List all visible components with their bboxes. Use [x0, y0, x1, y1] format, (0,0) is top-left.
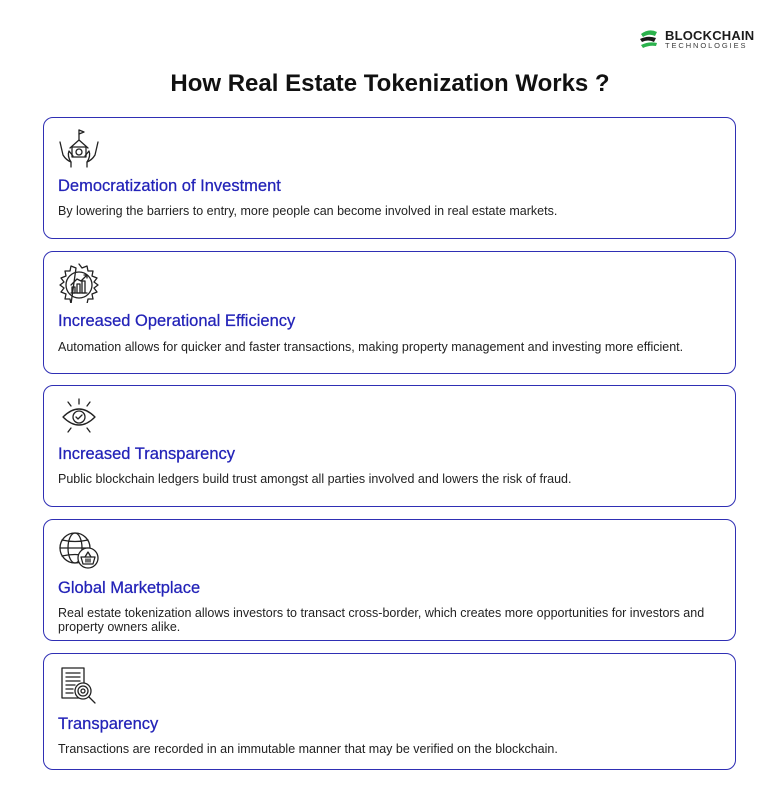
brand-name: BLOCKCHAIN	[665, 28, 755, 43]
info-card-democratization	[43, 117, 736, 239]
card-text: Automation allows for quicker and faster transactions, making property management and investing more efficient.	[58, 340, 684, 354]
eye-check-icon	[57, 396, 101, 436]
card-heading: Transparency	[58, 715, 159, 733]
card-heading: Global Marketplace	[58, 579, 201, 597]
hands-holding-house-icon	[57, 128, 101, 168]
info-card-increased-transparency	[43, 385, 736, 507]
card-heading: Democratization of Investment	[58, 177, 281, 195]
brand-logo-icon	[638, 27, 660, 49]
info-card-transparency	[43, 653, 736, 770]
card-heading: Increased Operational Efficiency	[58, 312, 296, 330]
gear-chart-icon	[57, 263, 101, 303]
info-card-global-marketplace	[43, 519, 736, 641]
page-title: How Real Estate Tokenization Works ?	[170, 70, 610, 97]
card-text: Public blockchain ledgers build trust amongst all parties involved and lowers the risk of fraud.	[58, 472, 572, 486]
document-magnifier-icon	[57, 666, 101, 706]
card-text: By lowering the barriers to entry, more people can become involved in real estate markets.	[58, 204, 558, 218]
card-text: Transactions are recorded in an immutable manner that may be verified on the blockchain.	[58, 742, 558, 756]
card-heading: Increased Transparency	[58, 445, 236, 463]
globe-basket-icon	[57, 530, 101, 570]
info-card-operational-efficiency	[43, 251, 736, 374]
brand-logo	[638, 27, 758, 51]
card-text: Real estate tokenization allows investors to transact cross-border, which creates more opportunities for investors and property owners alike.	[58, 606, 705, 634]
brand-tagline: TECHNOLOGIES	[665, 41, 748, 50]
